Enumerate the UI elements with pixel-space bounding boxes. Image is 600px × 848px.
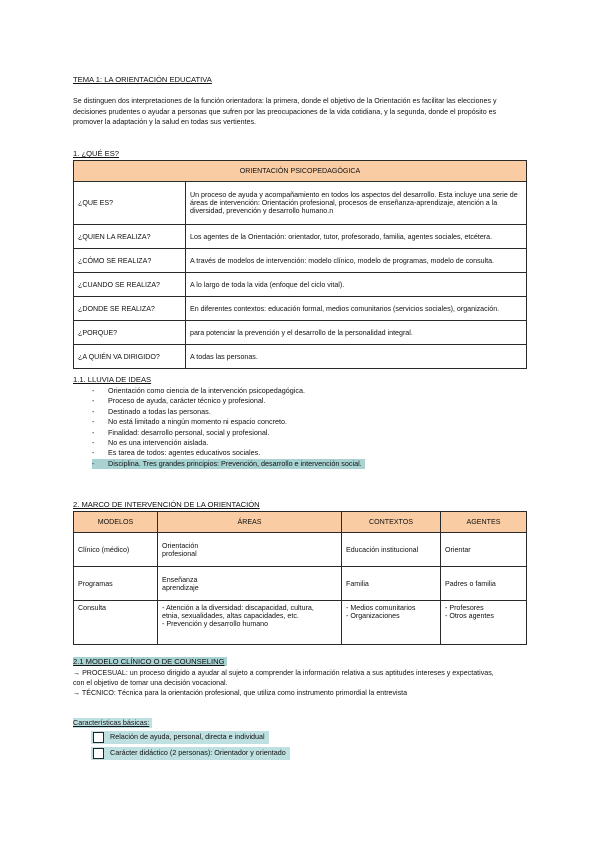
row-question: ¿QUIEN LA REALIZA? — [74, 225, 186, 249]
row-answer: Los agentes de la Orientación: orientador, tutor, profesorado, familia, agentes sociales, etcétera. — [186, 225, 527, 249]
row-answer: A lo largo de toda la vida (enfoque del ciclo vital). — [186, 273, 527, 297]
row-question: ¿CÓMO SE REALIZA? — [74, 249, 186, 273]
cell-agentes: - Profesores - Otros agentes — [441, 601, 527, 645]
procesual-line-cont: con el objetivo de tomar una decisión vocacional. — [73, 679, 228, 688]
table-row — [74, 249, 527, 273]
table-row — [74, 533, 527, 567]
row-answer: A todas las personas. — [186, 345, 527, 369]
section2-title: 2. MARCO DE INTERVENCIÓN DE LA ORIENTACIÓN — [73, 500, 260, 509]
list-dash: - — [92, 427, 95, 437]
intro-paragraph: Se distinguen dos interpretaciones de la función orientadora: la primera, donde el objetivo de la Orientación es facilitar las elecciones y decisiones prudentes o ayudar a personas que sufren por las preocupaciones de la vida cotidiana, y la segunda, donde el propósito es promover la adaptación y la salud en todas sus vertientes. — [73, 97, 497, 127]
list-item: - Destinado a todas las personas. — [92, 406, 211, 416]
cell-contextos: - Medios comunitarios - Organizaciones — [342, 601, 441, 645]
list-item: - Es tarea de todos: agentes educativos sociales. — [92, 448, 261, 458]
orientation-table-header: ORIENTACIÓN PSICOPEDAGÓGICA — [74, 161, 527, 182]
list-item — [91, 746, 290, 760]
list-item: - No está limitado a ningún momento ni espacio concreto. — [92, 417, 287, 427]
orientation-table — [73, 160, 527, 369]
section11-title: 1.1. LLUVIA DE IDEAS — [73, 375, 152, 384]
row-question: ¿A QUIÉN VA DIRIGIDO? — [74, 345, 186, 369]
checkbox[interactable] — [93, 732, 104, 743]
list-dash: - — [92, 386, 95, 395]
table-row — [74, 567, 527, 601]
characteristic-text: Carácter didáctico (2 personas): Orientador y orientado — [110, 748, 286, 758]
table-row — [74, 601, 527, 645]
characteristics-title: Características básicas: — [73, 718, 152, 728]
table-row — [74, 321, 527, 345]
row-answer: para potenciar la prevención y el desarrollo de la personalidad integral. — [186, 321, 527, 345]
procesual-line: → PROCESUAL: un proceso dirigido a ayudar al sujeto a comprender la información relativa a sus aptitudes intereses y expectativas, — [73, 669, 494, 677]
cell-agentes: Padres o familia — [441, 567, 527, 601]
row-question: ¿DONDE SE REALIZA? — [74, 297, 186, 321]
table-row — [74, 345, 527, 369]
table-row — [74, 297, 527, 321]
cell-agentes: Orientar — [441, 533, 527, 567]
cell-modelo: Programas — [74, 567, 158, 601]
topic-title: TEMA 1: LA ORIENTACIÓN EDUCATIVA — [73, 75, 212, 84]
list-dash: - — [92, 406, 95, 416]
list-item: - Proceso de ayuda, carácter técnico y profesional. — [92, 396, 266, 406]
table-row — [74, 225, 527, 249]
list-dash: - — [92, 417, 95, 427]
row-question: ¿PORQUE? — [74, 321, 186, 345]
row-question: ¿QUE ES? — [74, 182, 186, 225]
section21-title: 2.1 MODELO CLÍNICO O DE COUNSELING — [73, 657, 225, 666]
list-item: - Orientación como ciencia de la intervención psicopedagógica. — [92, 386, 305, 395]
row-answer: En diferentes contextos: educación formal, medios comunitarios (servicios sociales), organización. — [186, 297, 527, 321]
list-item-highlighted: - Disciplina. Tres grandes principios: Prevención, desarrollo e intervención social. — [92, 459, 365, 469]
list-dash: - — [92, 396, 95, 406]
col-header-modelos: MODELOS — [74, 512, 158, 533]
list-dash: - — [92, 437, 95, 447]
list-item: - No es una intervención aislada. — [92, 437, 209, 447]
list-dash: - — [92, 458, 95, 468]
characteristics-list — [91, 730, 290, 760]
cell-areas: Orientación profesional — [158, 533, 342, 567]
col-header-areas: ÁREAS — [158, 512, 342, 533]
cell-modelo: Clínico (médico) — [74, 533, 158, 567]
list-dash: - — [92, 448, 95, 458]
checkbox[interactable] — [93, 748, 104, 759]
cell-modelo: Consulta — [74, 601, 158, 645]
row-question: ¿CUANDO SE REALIZA? — [74, 273, 186, 297]
cell-areas: - Atención a la diversidad: discapacidad, cultura, etnia, sexualidades, altas capacidades, etc. - Prevención y desarrollo humano — [158, 601, 342, 645]
cell-contextos: Familia — [342, 567, 441, 601]
section21-description — [73, 668, 533, 699]
cell-areas: Enseñanza aprendizaje — [158, 567, 342, 601]
table-row — [74, 273, 527, 297]
intervention-framework-table — [73, 511, 527, 645]
col-header-agentes: AGENTES — [441, 512, 527, 533]
characteristic-text: Relación de ayuda, personal, directa e individual — [110, 732, 265, 742]
ideas-list — [92, 386, 472, 469]
section1-title: 1. ¿QUÉ ES? — [73, 149, 120, 158]
col-header-contextos: CONTEXTOS — [342, 512, 441, 533]
list-item: - Finalidad: desarrollo personal, social y profesional. — [92, 427, 270, 437]
cell-contextos: Educación institucional — [342, 533, 441, 567]
table-row — [74, 182, 527, 225]
row-answer: Un proceso de ayuda y acompañamiento en todos los aspectos del desarrollo. Esta incluye una serie de áreas de intervención: Orientación profesional, procesos de enseñanza-aprendizaje, atención a la diversidad, prevención y desarrollo humano.n — [186, 182, 527, 225]
tecnico-line: → TÉCNICO: Técnica para la orientación profesional, que utiliza como instrumento primordial la entrevista — [73, 689, 408, 698]
list-item — [91, 730, 290, 744]
row-answer: A través de modelos de intervención: modelo clínico, modelo de programas, modelo de consulta. — [186, 249, 527, 273]
